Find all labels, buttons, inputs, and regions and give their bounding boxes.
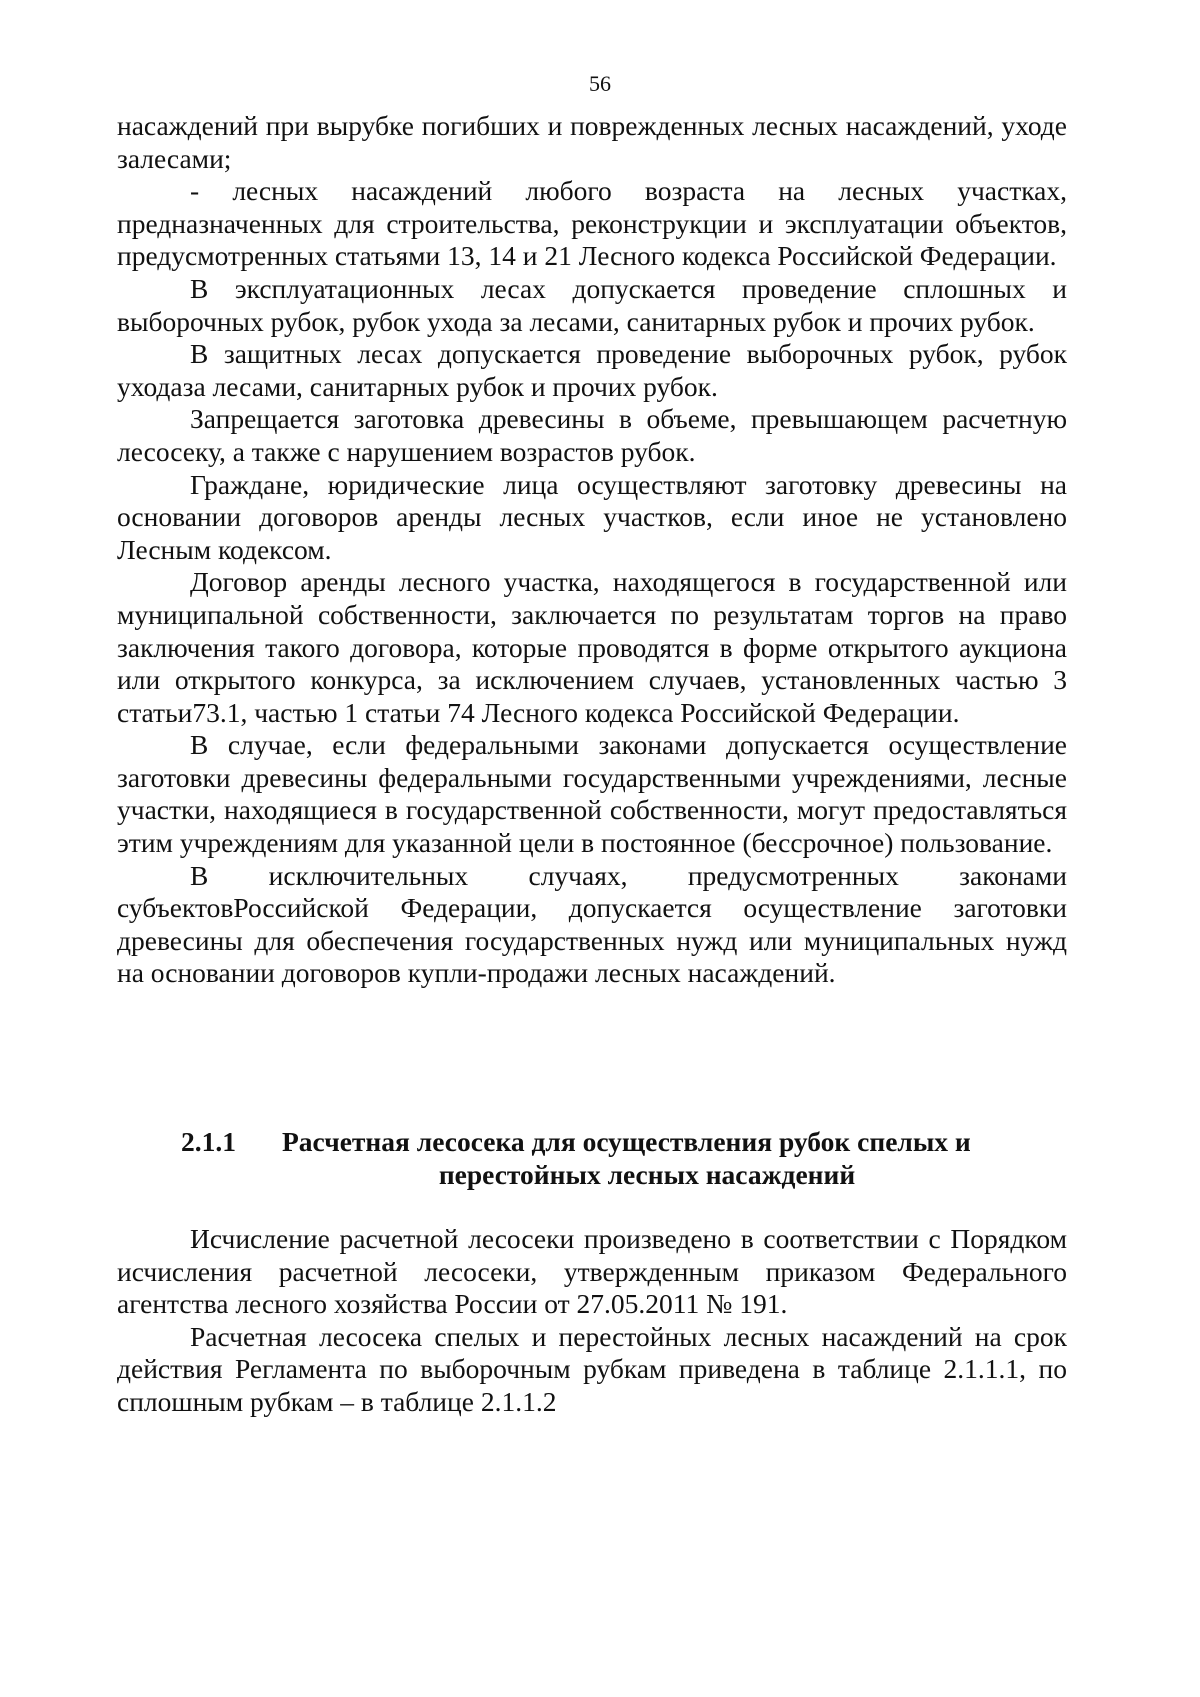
section-body-text — [117, 1223, 1067, 1419]
section-title-line-2: перестойных лесных насаждений — [438, 1158, 856, 1190]
paragraph: Запрещается заготовка древесины в объеме, превышающем расчетную лесосеку, а также с нарушением возрастов рубок. — [117, 403, 1067, 467]
paragraph: В случае, если федеральными законами допускается осуществление заготовки древесины федеральными государственными учреждениями, лесные участки, находящиеся в государственной собственности, могут предоставляться этим учреждениям для указанной цели в постоянное (бессрочное) пользование. — [117, 729, 1067, 859]
section-title-line-1: Расчетная лесосека для осуществления рубок спелых и — [282, 1126, 971, 1157]
paragraph: Договор аренды лесного участка, находящегося в государственной или муниципальной собственности, заключается по результатам торгов на право заключения такого договора, которые проводятся в форме открытого аукциона или открытого конкурса, за исключением случаев, установленных частью 3 статьи73.1, частью 1 статьи 74 Лесного кодекса Российской Федерации. — [117, 566, 1067, 728]
paragraph-bullet: - лесных насаждений любого возраста на лесных участках, предназначенных для строительства, реконструкции и эксплуатации объектов, предусмотренных статьями 13, 14 и 21 Лесного кодекса Российской Федерации. — [117, 175, 1067, 272]
paragraph: Расчетная лесосека спелых и перестойных лесных насаждений на срок действия Регламента по выборочным рубкам приведена в таблице 2.1.1.1, по сплошным рубкам – в таблице 2.1.1.2 — [117, 1320, 1067, 1417]
paragraph: Граждане, юридические лица осуществляют заготовку древесины на основании договоров аренды лесных участков, если иное не установлено Лесным кодексом. — [117, 468, 1067, 565]
paragraph: В исключительных случаях, предусмотренных законами субъектовРоссийской Федерации, допускается осуществление заготовки древесины для обеспечения государственных нужд или муниципальных нужд на основании договоров купли-продажи лесных насаждений. — [117, 859, 1067, 989]
paragraph: В защитных лесах допускается проведение выборочных рубок, рубок уходаза лесами, санитарных рубок и прочих рубок. — [117, 338, 1067, 402]
page-number: 56 — [589, 71, 611, 96]
section-title — [117, 1126, 1177, 1191]
paragraph: Исчисление расчетной лесосеки произведено в соответствии с Порядком исчисления расчетной лесосеки, утвержденным приказом Федерального агентства лесного хозяйства России от 27.05.2011 № 191. — [117, 1223, 1067, 1320]
paragraph-continuation: насаждений при вырубке погибших и поврежденных лесных насаждений, уходе залесами; — [117, 110, 1067, 174]
body-text — [117, 110, 1067, 990]
paragraph: В эксплуатационных лесах допускается проведение сплошных и выборочных рубок, рубок ухода за лесами, санитарных рубок и прочих рубок. — [117, 272, 1067, 337]
section-number: 2.1.1 — [181, 1126, 236, 1157]
